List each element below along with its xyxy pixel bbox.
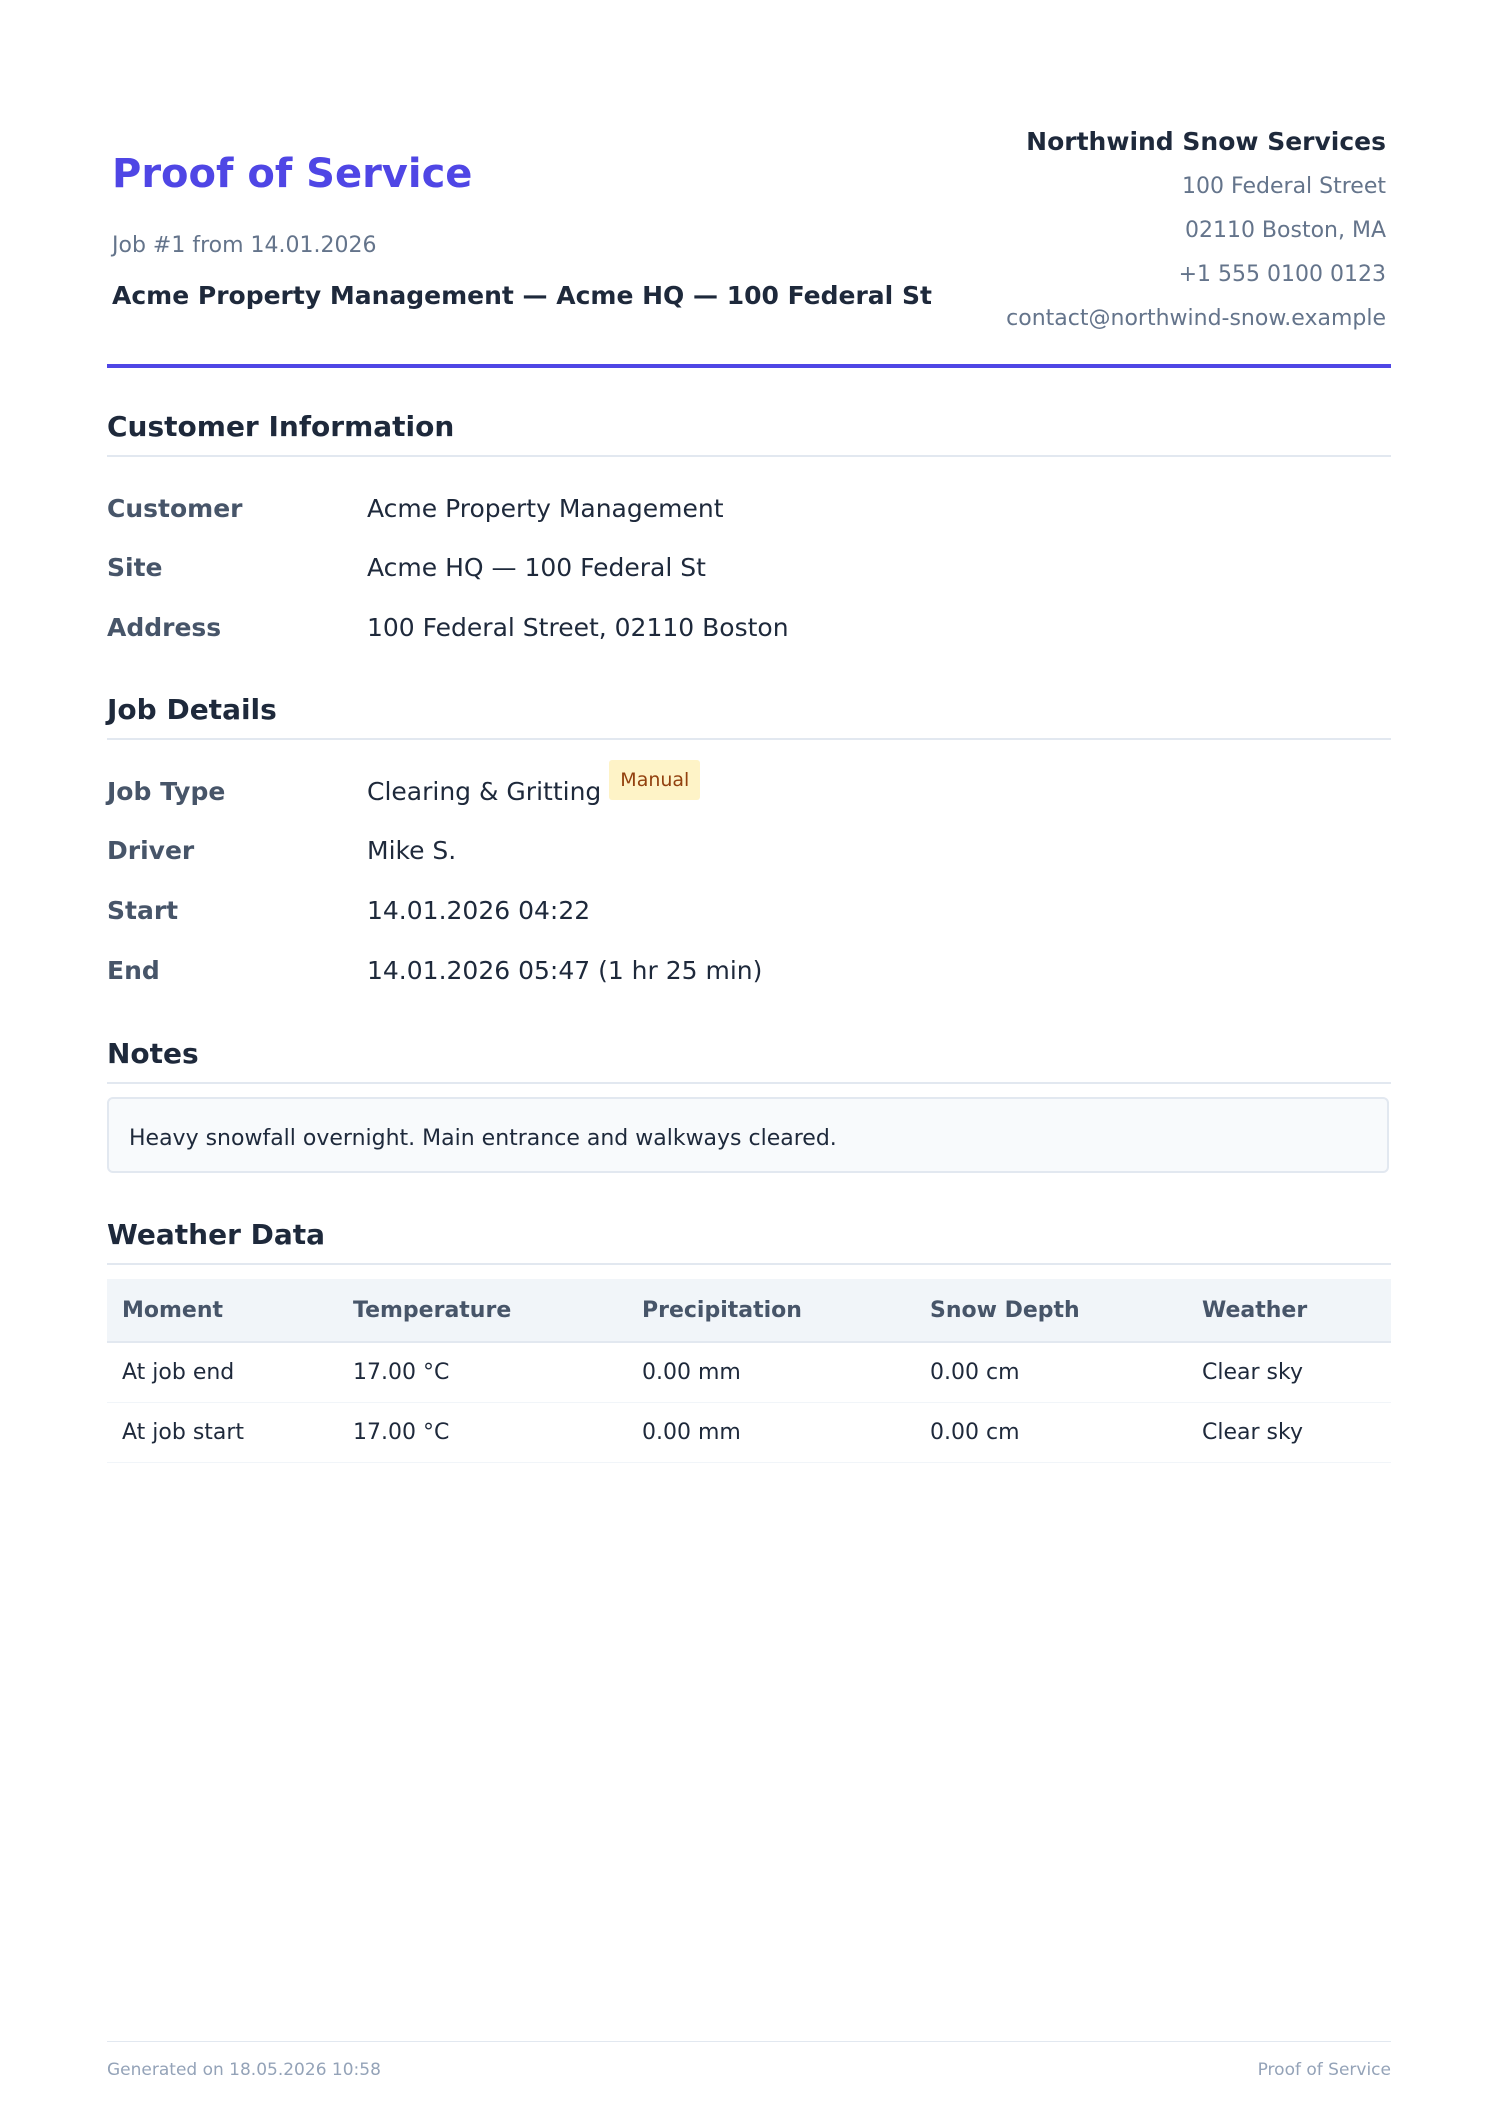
table-header-row xyxy=(107,1279,1391,1342)
table-row xyxy=(107,1342,1391,1402)
column-header: Temperature xyxy=(338,1279,627,1342)
job-row-type xyxy=(107,769,1391,812)
table-cell: Clear sky xyxy=(1187,1402,1391,1462)
table-cell: 0.00 cm xyxy=(915,1402,1187,1462)
document-page xyxy=(107,0,1391,2105)
document-header xyxy=(107,0,1391,368)
company-phone: +1 555 0100 0123 xyxy=(1178,262,1386,287)
company-email: contact@northwind-snow.example xyxy=(1006,306,1386,331)
table-cell: 17.00 °C xyxy=(338,1342,627,1402)
table-cell: At job start xyxy=(107,1402,338,1462)
column-header: Weather xyxy=(1187,1279,1391,1342)
table-cell: At job end xyxy=(107,1342,338,1402)
job-label: Start xyxy=(107,896,179,925)
job-row-end xyxy=(107,951,1391,991)
info-label: Address xyxy=(107,613,222,642)
job-value: 14.01.2026 04:22 xyxy=(367,896,591,925)
footer-generated: Generated on 18.05.2026 10:58 xyxy=(107,2060,381,2080)
section-title-customer-info: Customer Information xyxy=(107,410,1391,457)
footer-doc-label: Proof of Service xyxy=(1257,2060,1391,2080)
section-title-weather: Weather Data xyxy=(107,1218,1391,1265)
job-value: 14.01.2026 05:47 (1 hr 25 min) xyxy=(367,956,763,985)
job-label: Job Type xyxy=(107,777,226,806)
job-label: Driver xyxy=(107,836,195,865)
job-value xyxy=(367,769,700,812)
table-cell: Clear sky xyxy=(1187,1342,1391,1402)
job-subtitle: Job #1 from 14.01.2026 xyxy=(112,233,377,258)
weather-table xyxy=(107,1279,1391,1463)
column-header: Precipitation xyxy=(627,1279,915,1342)
job-row-start xyxy=(107,891,1391,931)
page-footer xyxy=(107,2041,1391,2082)
table-cell: 17.00 °C xyxy=(338,1402,627,1462)
info-row-address xyxy=(107,608,1391,648)
table-cell: 0.00 mm xyxy=(627,1402,915,1462)
page-title: Proof of Service xyxy=(112,151,473,197)
section-title-job-details: Job Details xyxy=(107,693,1391,740)
notes-box: Heavy snowfall overnight. Main entrance and walkways cleared. xyxy=(107,1097,1389,1173)
table-cell: 0.00 mm xyxy=(627,1342,915,1402)
info-value: Acme Property Management xyxy=(367,494,724,523)
company-name: Northwind Snow Services xyxy=(1026,127,1386,156)
customer-site-line: Acme Property Management — Acme HQ — 100 Federal St xyxy=(112,281,932,310)
section-title-notes: Notes xyxy=(107,1037,1391,1084)
company-city: 02110 Boston, MA xyxy=(1184,218,1386,243)
job-type-badge: Manual xyxy=(609,760,700,800)
info-row-site xyxy=(107,548,1391,588)
info-value: Acme HQ — 100 Federal St xyxy=(367,553,706,582)
info-row-customer xyxy=(107,489,1391,529)
info-value: 100 Federal Street, 02110 Boston xyxy=(367,613,789,642)
job-label: End xyxy=(107,956,160,985)
table-row xyxy=(107,1402,1391,1462)
job-type-text: Clearing & Gritting xyxy=(367,777,602,806)
company-street: 100 Federal Street xyxy=(1182,174,1386,199)
job-value: Mike S. xyxy=(367,836,457,865)
company-block xyxy=(1006,126,1386,346)
info-label: Customer xyxy=(107,494,243,523)
info-label: Site xyxy=(107,553,163,582)
table-cell: 0.00 cm xyxy=(915,1342,1187,1402)
job-row-driver xyxy=(107,831,1391,871)
column-header: Moment xyxy=(107,1279,338,1342)
column-header: Snow Depth xyxy=(915,1279,1187,1342)
